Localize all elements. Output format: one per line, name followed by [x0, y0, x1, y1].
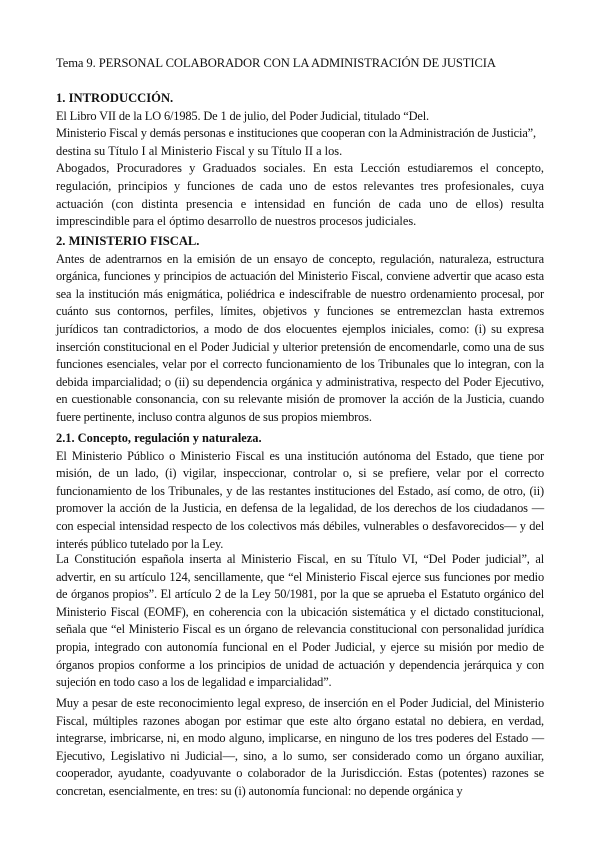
paragraph: La Constitución española inserta al Ministerio Fiscal, en su Título VI, “Del Poder judicial”, al advertir, en su artículo 124, sencillamente, que “el Ministerio Fiscal ejerce sus funciones por medio de órganos propios”. El artículo 2 de la Ley 50/1981, por la que se aprueba el Estatuto orgánico del Ministerio Fiscal (EOMF), en coherencia con la ubicación sistemática y el dictado constitucional, señala que “el Ministerio Fiscal es un órgano de relevancia constitucional con personalidad jurídica propia, integrado con autonomía funcional en el Poder Judicial, y ejerce su misión por medio de órganos propios conforme a los principios de unidad de actuación y dependencia jerárquica y con sujeción en todo caso a los de legalidad e imparcialidad”.: [56, 552, 544, 690]
page-title: Tema 9. PERSONAL COLABORADOR CON LA ADMINISTRACIÓN DE JUSTICIA: [56, 56, 496, 70]
paragraph-line: El Libro VII de la LO 6/1985. De 1 de julio, del Poder Judicial, titulado “Del.: [56, 108, 429, 123]
paragraph: Abogados, Procuradores y Graduados sociales. En esta Lección estudiaremos el concepto, regulación, principios y funciones de cada uno de estos relevantes tres profesionales, cuya actuación (con distinta presencia e intensidad en función de cada uno de ellos) resulta imprescindible para el óptimo desarrollo de nuestros procesos judiciales.: [56, 161, 544, 229]
section-ministerio-fiscal: [56, 233, 544, 427]
section-introduccion: [56, 90, 544, 231]
paragraph-line: Ministerio Fiscal y demás personas e instituciones que cooperan con la Administración de Justicia”,: [56, 126, 536, 141]
paragraph: El Ministerio Público o Ministerio Fiscal es una institución autónoma del Estado, que tiene por misión, de un lado, (i) vigilar, inspeccionar, controlar o, si se prefiere, velar por el correcto funcionamiento de los Tribunales, y de las restantes instituciones del Estado, así como, de otro, (ii) promover la acción de la Justicia, en defensa de la legalidad, de los derechos de los ciudadanos —con especial intensidad respecto de los colectivos más débiles, vulnerables o desfavorecidos— y del interés público tutelado por la Ley.: [56, 448, 544, 551]
paragraph: Antes de adentrarnos en la emisión de un ensayo de concepto, regulación, naturaleza, estructura orgánica, funciones y principios de actuación del Ministerio Fiscal, conviene advertir que acaso esta sea la institución más enigmática, poliédrica e indescifrable de nuestro ordenamiento procesal, por cuánto sus contornos, perfiles, límites, objetivos y funciones se entremezclan hasta extremos jurídicos tan contradictorios, a modo de dos elocuentes ejemplos iniciales, como: (i) su expresa inserción constitucional en el Poder Judicial y ulterior pretensión de encomendarle, como una de sus funciones esenciales, velar por el correcto funcionamiento de los Tribunales que lo integran, con la debida imparcialidad; o (ii) su dependencia orgánica y administrativa, respecto del Poder Ejecutivo, en cuestionable consonancia, con su relevante misión de promover la acción de la Justicia, cuando fuere pertinente, incluso contra algunos de sus propios miembros.: [56, 251, 544, 424]
subsection-heading: 2.1. Concepto, regulación y naturaleza.: [56, 431, 262, 445]
section-heading: 1. INTRODUCCIÓN.: [56, 91, 174, 105]
paragraph-constitucion: [56, 551, 544, 692]
subsection-concepto: [56, 430, 544, 553]
paragraph-reconocimiento: [56, 695, 544, 801]
paragraph-line: destina su Título I al Ministerio Fiscal y su Título II a los.: [56, 143, 343, 158]
section-heading: 2. MINISTERIO FISCAL.: [56, 234, 200, 248]
paragraph: Muy a pesar de este reconocimiento legal expreso, de inserción en el Poder Judicial, del Ministerio Fiscal, múltiples razones abogan por estimar que este alto órgano estatal no debiera, en verdad, integrarse, imbricarse, ni, en modo alguno, implicarse, en ninguno de los tres poderes del Estado —Ejecutivo, Legislativo ni Judicial—, sino, a lo sumo, ser considerado como un órgano auxiliar, cooperador, ayudante, coadyuvante o colaborador de la Jurisdicción. Estas (potentes) razones se concretan, esencialmente, en tres: su (i) autonomía funcional: no depende orgánica y: [56, 696, 544, 798]
